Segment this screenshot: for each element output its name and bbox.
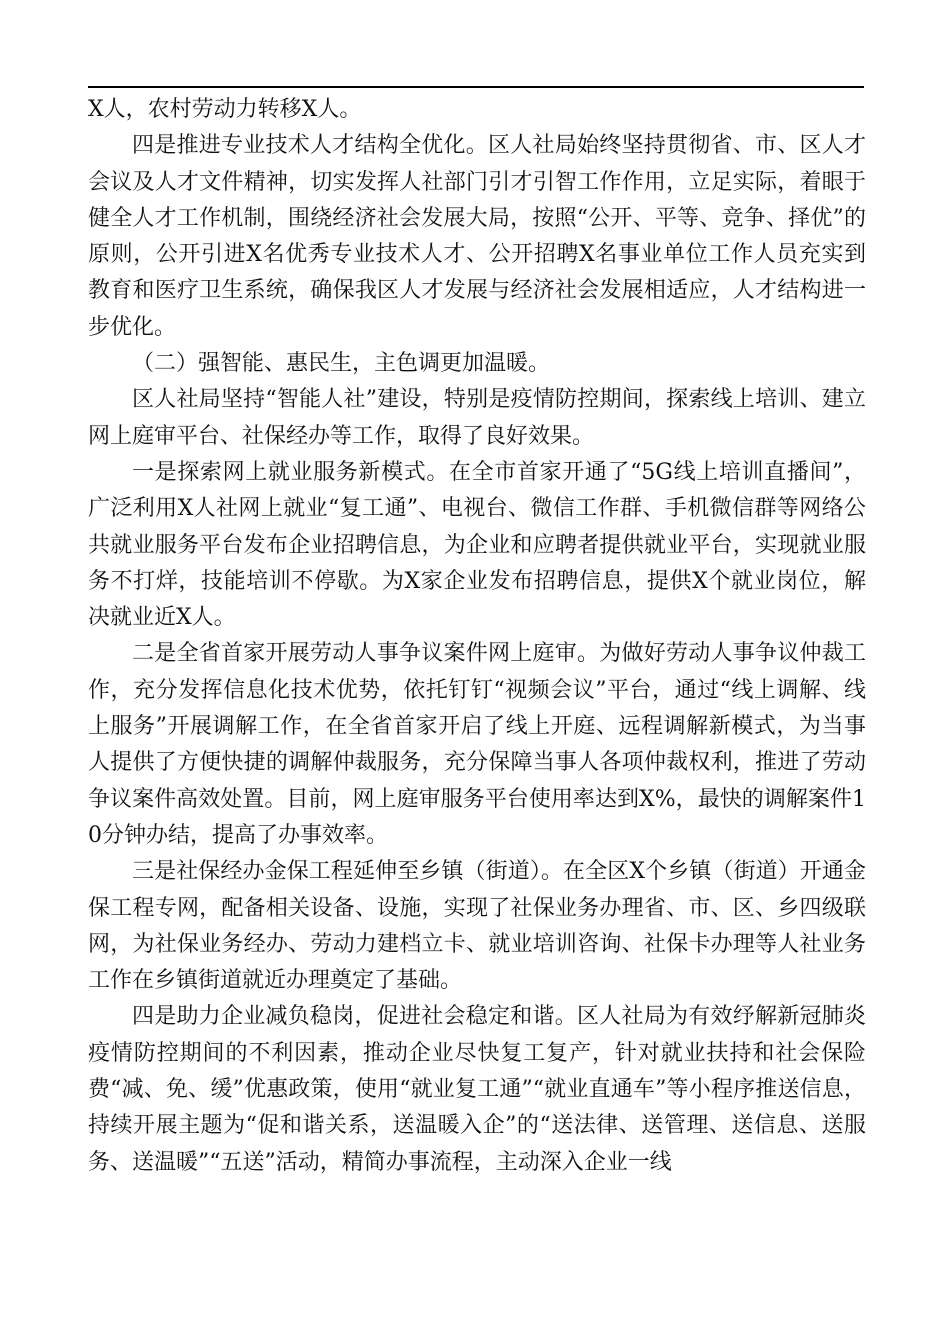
paragraph-online-trial: 二是全省首家开展劳动人事争议案件网上庭审。为做好劳动人事争议仲裁工作，充分发挥信息化技术优势，依托钉钉“视频会议”平台，通过“线上调解、线上服务”开展调解工作，在全省首家开启了线上开庭、远程调解新模式，为当事人提供了方便快捷的调解仲裁服务，充分保障当事人各项仲裁权利，推进了劳动争议案件高效处置。目前，网上庭审服务平台使用率达到X%，最快的调解案件10分钟办结，提高了办事效率。 xyxy=(88,641,866,848)
paragraph-continuation: X人，农村劳动力转移X人。 xyxy=(88,97,362,122)
section-heading-smart-services: （二）强智能、惠民生，主色调更加温暖。 xyxy=(132,351,551,377)
document-body xyxy=(88,92,866,1181)
paragraph-talent-structure: 四是推进专业技术人才结构全优化。区人社局始终坚持贯彻省、市、区人才会议及人才文件精神，切实发挥人社部门引才引智工作作用，立足实际，着眼于健全人才工作机制，围绕经济社会发展大局，按照“公开、平等、竞争、择优”的原则，公开引进X名优秀专业技术人才、公开招聘X名事业单位工作人员充实到教育和医疗卫生系统，确保我区人才发展与经济社会发展相适应，人才结构进一步优化。 xyxy=(88,133,866,340)
header-rule xyxy=(88,86,864,88)
paragraph-online-employment: 一是探索网上就业服务新模式。在全市首家开通了“5G线上培训直播间”，广泛利用X人社网上就业“复工通”、电视台、微信工作群、手机微信群等网络公共就业服务平台发布企业招聘信息，为企业和应聘者提供就业平台，实现就业服务不打烊，技能培训不停歇。为X家企业发布招聘信息，提供X个就业岗位，解决就业近X人。 xyxy=(88,459,866,631)
paragraph-enterprise-support: 四是助力企业减负稳岗，促进社会稳定和谐。区人社局为有效纾解新冠肺炎疫情防控期间的不利因素，推动企业尽快复工复产，针对就业扶持和社会保险费“减、免、缓”优惠政策，使用“就业复工通”“就业直通车”等小程序推送信息，持续开展主题为“促和谐关系，送温暖入企”的“送法律、送管理、送信息、送服务、送温暖”“五送”活动，精简办事流程，主动深入企业一线 xyxy=(88,1004,866,1175)
paragraph-social-security: 三是社保经办金保工程延伸至乡镇（街道）。在全区X个乡镇（街道）开通金保工程专网，配备相关设备、设施，实现了社保业务办理省、市、区、乡四级联网，为社保业务经办、劳动力建档立卡、就业培训咨询、社保卡办理等人社业务工作在乡镇街道就近办理奠定了基础。 xyxy=(88,859,866,994)
paragraph-smart-hr-intro: 区人社局坚持“智能人社”建设，特别是疫情防控期间，探索线上培训、建立网上庭审平台、社保经办等工作，取得了良好效果。 xyxy=(88,387,866,449)
